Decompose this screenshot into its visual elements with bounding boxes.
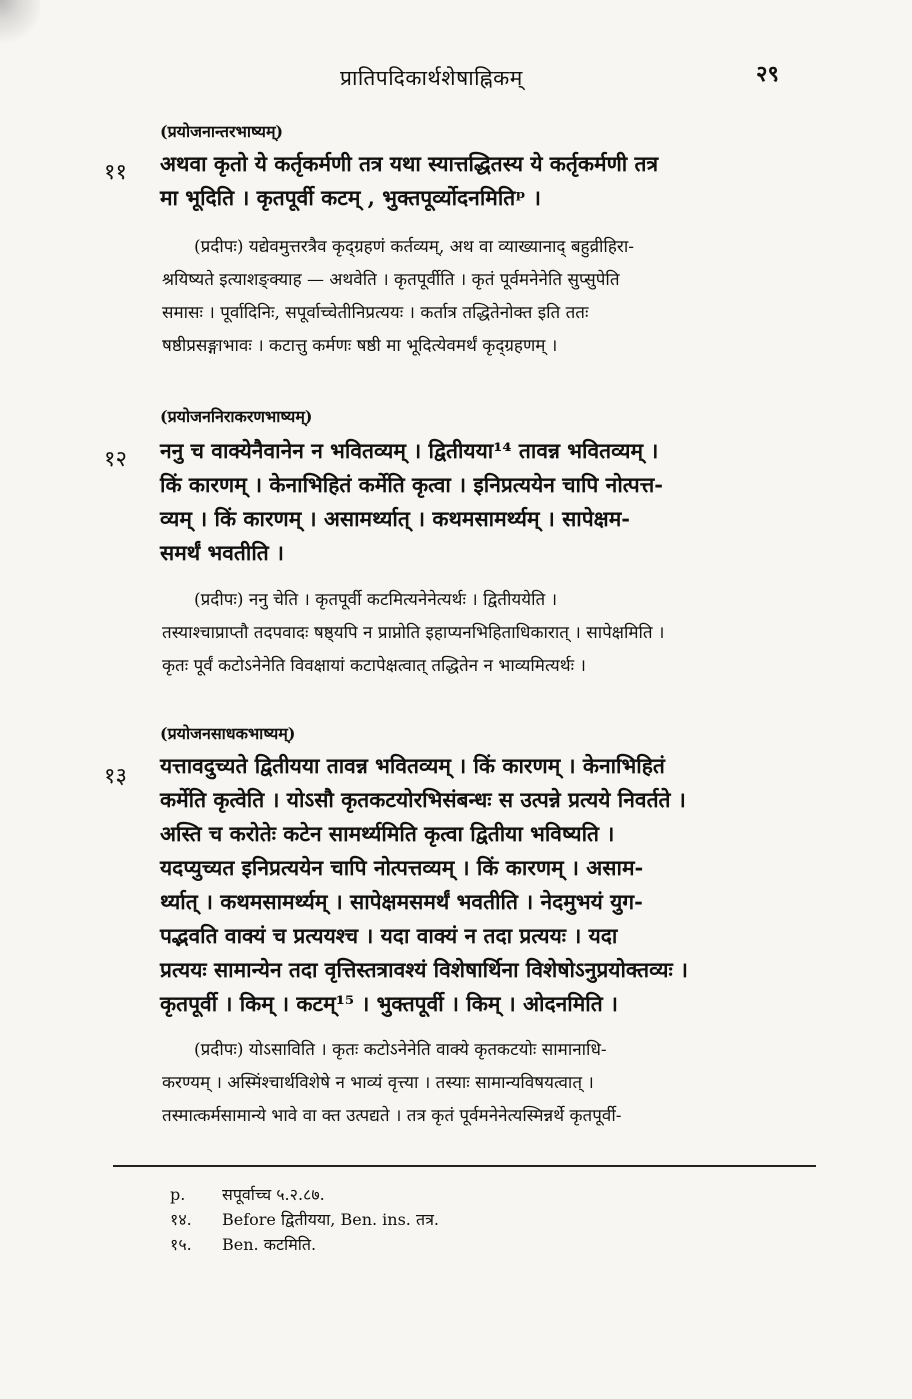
footnote-text: Before द्वितीयया, Ben. ins. तत्र. [222, 1210, 440, 1229]
section-number: ११ [104, 160, 127, 185]
section-number: १३ [104, 764, 127, 789]
section-heading: (प्रयोजनसाधकभाष्यम्) [160, 724, 296, 743]
scan-corner-mark [0, 0, 40, 50]
text-line: समर्थं भवतीति । [160, 540, 285, 565]
text-line: (प्रदीपः) ननु चेति । कृतपूर्वी कटमित्यनेनेत्यर्थः । द्वितीययेति । [194, 590, 558, 610]
footnote-mark: १५. [170, 1235, 192, 1254]
section-heading: (प्रयोजनान्तरभाष्यम्) [160, 122, 284, 141]
footnote-text: सपूर्वाच्च ५.२.८७. [222, 1185, 325, 1204]
bhasya-text [160, 437, 820, 573]
bhasya-text [160, 150, 820, 218]
text-line: तस्याश्चाप्राप्तौ तदपवादः षष्ठ्यपि न प्राप्नोति इहाप्यनभिहिताधिकारात् । सापेक्षमिति । [162, 623, 665, 643]
text-line: मा भूदिति । कृतपूर्वी कटम् , भुक्तपूर्व्योदनमितिᵖ । [160, 185, 541, 210]
text-line: र्थ्यात् । कथमसामर्थ्यम् । सापेक्षमसमर्थं भवतीति । नेदमुभयं युग- [160, 889, 643, 914]
pradipa-commentary [162, 1037, 822, 1136]
footnote-mark: p. [170, 1185, 186, 1204]
footnote-rule [113, 1165, 816, 1167]
text-line: अथवा कृतो ये कर्तृकर्मणी तत्र यथा स्यात्तद्धितस्य ये कर्तृकर्मणी तत्र [160, 151, 659, 176]
footnote [170, 1208, 439, 1233]
text-line: व्यम् । किं कारणम् । असामर्थ्यात् । कथमसामर्थ्यम् । सापेक्षम- [160, 506, 630, 531]
footnotes [170, 1183, 439, 1258]
text-line: प्रत्ययः सामान्येन तदा वृत्तिस्तत्रावश्यं विशेषार्थिना विशेषोऽनुप्रयोक्तव्यः । [160, 957, 689, 982]
footnote-text: Ben. कटमिति. [222, 1235, 317, 1254]
text-line: अस्ति च करोतेः कटेन सामर्थ्यमिति कृत्वा द्वितीया भविष्यति । [160, 821, 615, 846]
text-line: पद्भवति वाक्यं च प्रत्ययश्च । यदा वाक्यं न तदा प्रत्ययः । यदा [160, 923, 618, 948]
text-line: कृतपूर्वी । किम् । कटम्¹⁵ । भुक्तपूर्वी । किम् । ओदनमिति । [160, 991, 618, 1016]
text-line: कृतः पूर्वं कटोऽनेनेति विवक्षायां कटापेक्षत्वात् तद्धितेन न भाव्यमित्यर्थः । [162, 656, 586, 676]
text-line: करण्यम् । अस्मिंश्चार्थविशेषे न भाव्यं वृत्त्या । तस्याः सामान्यविषयत्वात् । [162, 1073, 594, 1093]
text-line: कर्मेति कृत्वेति । योऽसौ कृतकटयोरभिसंबन्धः स उत्पन्ने प्रत्यये निवर्तते । [160, 787, 686, 812]
section-heading: (प्रयोजननिराकरणभाष्यम्) [160, 407, 313, 426]
pradipa-commentary [162, 587, 822, 686]
running-head: प्रातिपदिकार्थशेषाह्निकम् [340, 66, 523, 90]
text-line: यत्तावदुच्यते द्वितीयया तावन्न भवितव्यम् । किं कारणम् । केनाभिहितं [160, 753, 665, 778]
text-line: समासः । पूर्वादिनिः, सपूर्वाच्चेतीनिप्रत्ययः । कर्तात्र तद्धितेनोक्त इति ततः [162, 303, 589, 323]
text-line: श्रयिष्यते इत्याशङ्क्याह — अथवेति । कृतपूर्वीति । कृतं पूर्वमनेनेति सुप्सुपेति [162, 270, 620, 290]
text-line: षष्ठीप्रसङ्गाभावः । कटात्तु कर्मणः षष्ठी मा भूदित्येवमर्थं कृद्ग्रहणम् । [162, 336, 558, 356]
pradipa-commentary [162, 234, 822, 366]
text-line: किं कारणम् । केनाभिहितं कर्मेति कृत्वा । इनिप्रत्ययेन चापि नोत्पत्त- [160, 472, 663, 497]
footnote-mark: १४. [170, 1210, 192, 1229]
bhasya-text [160, 752, 820, 1024]
page-number: २९ [756, 61, 779, 87]
text-line: (प्रदीपः) यद्येवमुत्तरत्रैव कृद्ग्रहणं कर्तव्यम्, अथ वा व्याख्यानाद् बहुव्रीहिरा- [194, 237, 634, 257]
text-line: तस्मात्कर्मसामान्ये भावे वा क्त उत्पद्यते । तत्र कृतं पूर्वमनेनेत्यस्मिन्नर्थे कृतपूर्वी- [162, 1106, 622, 1126]
text-line: यदप्युच्यत इनिप्रत्ययेन चापि नोत्पत्तव्यम् । किं कारणम् । असाम- [160, 855, 644, 880]
text-line: (प्रदीपः) योऽसाविति । कृतः कटोऽनेनेति वाक्ये कृतकटयोः सामानाधि- [194, 1040, 607, 1060]
footnote [170, 1233, 439, 1258]
text-line: ननु च वाक्येनैवानेन न भवितव्यम् । द्वितीयया¹⁴ तावन्न भवितव्यम् । [160, 438, 659, 463]
section-number: १२ [104, 447, 127, 472]
footnote [170, 1183, 439, 1208]
